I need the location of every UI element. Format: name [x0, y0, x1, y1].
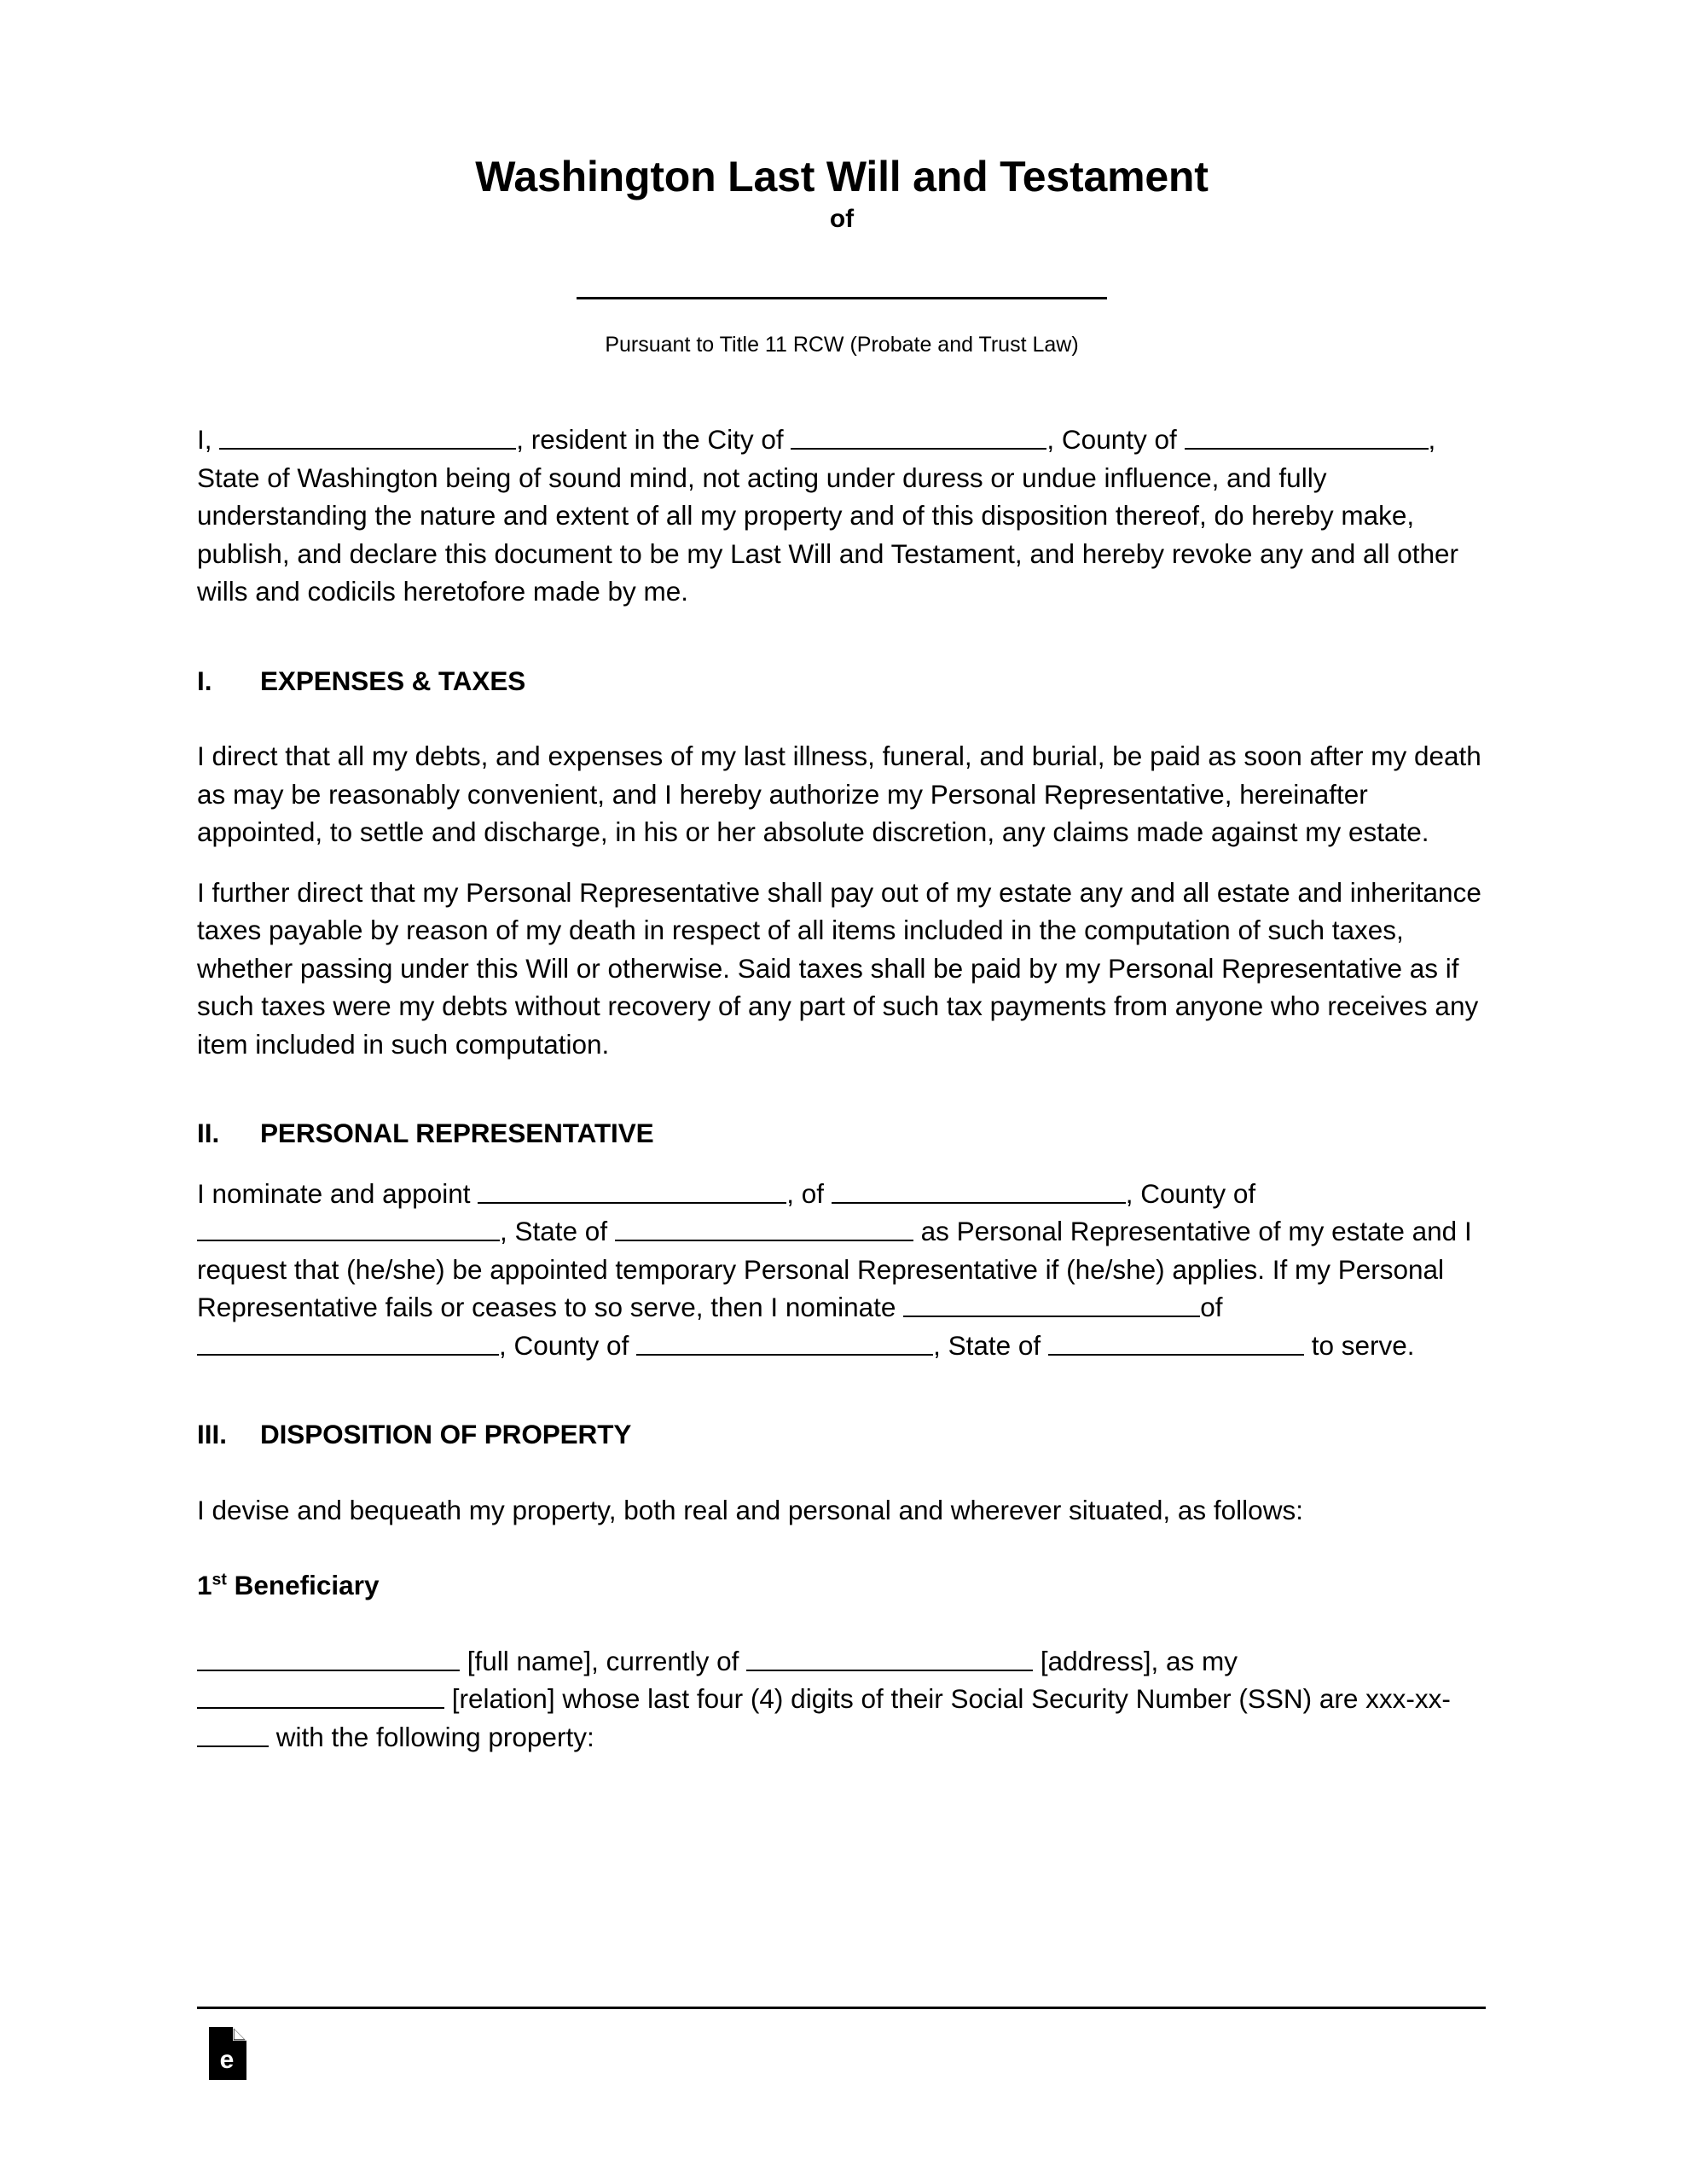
beneficiary-heading-label: Beneficiary	[226, 1570, 380, 1600]
intro-text-4: , State of Washington being of sound mind, not acting under duress or undue influence, and fully understanding the nature and extent of all my property and of this disposition thereof, do hereby make, publish, and declare this document to be my Last Will and Testament, and hereby revoke any and all other wills and codicils heretofore made by me.	[197, 424, 1459, 607]
testator-name-input[interactable]	[219, 422, 516, 450]
spacer	[197, 851, 1487, 874]
pr-text-6: of	[1200, 1292, 1223, 1322]
spacer	[197, 1063, 1487, 1114]
intro-text-1: I,	[197, 424, 220, 455]
beneficiary-text-3: [relation] whose last four (4) digits of their Social Security Number (SSN) are xxx-xx-	[444, 1683, 1451, 1714]
section-heading-expenses-taxes	[197, 662, 1487, 700]
beneficiary-relation-input[interactable]	[197, 1682, 444, 1709]
beneficiary-1-heading	[197, 1566, 1487, 1605]
spacer	[197, 1364, 1487, 1415]
city-input[interactable]	[791, 422, 1046, 450]
spacer	[197, 1605, 1487, 1642]
spacer	[197, 1529, 1487, 1566]
personal-representative-paragraph	[197, 1175, 1487, 1365]
intro-text-2: , resident in the City of	[516, 424, 791, 455]
section-numeral-iii: III.	[197, 1419, 228, 1449]
spacer	[197, 700, 1487, 737]
alternate-pr-name-input[interactable]	[903, 1290, 1200, 1317]
section-i-body	[197, 737, 1487, 1063]
spacer	[197, 1454, 1487, 1491]
pr-text-1: I nominate and appoint	[197, 1177, 478, 1209]
section-title-ii: PERSONAL REPRESENTATIVE	[260, 1118, 654, 1148]
title-of-label: of	[829, 205, 855, 233]
pr-text-8: , State of	[933, 1329, 1048, 1361]
pr-name-input[interactable]	[478, 1176, 786, 1204]
efile-document-logo[interactable]	[209, 2027, 246, 2080]
statute-subtitle: Pursuant to Title 11 RCW (Probate and Trust Law)	[605, 333, 1079, 357]
pr-text-4: , State of	[500, 1216, 615, 1246]
section-i-paragraph-2: I further direct that my Personal Representative shall pay out of my estate any and all estate and inheritance taxes payable by reason of my death in respect of all items included in the computation of such taxes, whether passing under this Will or otherwise. Said taxes shall be paid by my Personal Representative as if such taxes were my debts without recovery of any part of such tax payments from anyone who receives any item included in such computation.	[197, 876, 1481, 1060]
beneficiary-1-body	[197, 1642, 1487, 1757]
section-title-iii: DISPOSITION OF PROPERTY	[260, 1419, 632, 1449]
pr-text-3: , County of	[1125, 1177, 1256, 1209]
beneficiary-text-1: [full name], currently of	[460, 1645, 747, 1676]
testator-name-line-wrap	[197, 284, 1487, 299]
page-title: Washington Last Will and Testament	[475, 153, 1209, 200]
beneficiary-ordinal-suffix: st	[212, 1570, 227, 1589]
disposition-intro-paragraph: I devise and bequeath my property, both real and personal and wherever situated, as follows:	[197, 1494, 1303, 1525]
section-heading-personal-representative	[197, 1114, 1487, 1153]
pr-text-7: , County of	[499, 1329, 637, 1361]
pr-text-2: , of	[786, 1177, 832, 1209]
section-title-i: EXPENSES & TAXES	[260, 665, 526, 696]
beneficiary-1-paragraph	[197, 1642, 1487, 1757]
alternate-pr-address-input[interactable]	[197, 1328, 499, 1356]
alternate-pr-county-input[interactable]	[636, 1328, 933, 1356]
spacer	[197, 611, 1487, 662]
beneficiary-text-2: [address], as my	[1033, 1645, 1238, 1676]
intro-text-3: , County of	[1046, 424, 1185, 455]
title-block	[197, 0, 1487, 357]
beneficiary-full-name-input[interactable]	[197, 1644, 460, 1671]
pr-address-input[interactable]	[832, 1176, 1126, 1204]
beneficiary-ssn-last4-input[interactable]	[197, 1720, 269, 1747]
pr-text-9: to serve.	[1303, 1329, 1415, 1361]
document-content	[197, 0, 1487, 1756]
section-iii-body	[197, 1491, 1487, 1530]
section-ii-body	[197, 1175, 1487, 1365]
pr-county-input[interactable]	[197, 1214, 500, 1241]
intro-paragraph	[197, 421, 1487, 611]
beneficiary-text-4: with the following property:	[269, 1721, 594, 1752]
alternate-pr-state-input[interactable]	[1048, 1328, 1304, 1356]
beneficiary-address-input[interactable]	[746, 1644, 1033, 1671]
section-numeral-i: I.	[197, 665, 212, 696]
intro-paragraph-block	[197, 421, 1487, 611]
section-i-paragraph-1: I direct that all my debts, and expenses of my last illness, funeral, and burial, be paid as soon after my death as may be reasonably convenient, and I hereby authorize my Personal Representative, hereinafter appointed, to settle and discharge, in his or her absolute discretion, any claims made against my estate.	[197, 741, 1481, 847]
beneficiary-ordinal-number: 1	[197, 1570, 212, 1600]
pr-state-input[interactable]	[615, 1214, 913, 1241]
spacer	[197, 1153, 1487, 1175]
county-input[interactable]	[1185, 422, 1429, 450]
section-numeral-ii: II.	[197, 1118, 220, 1148]
pr-text-5: as Personal Representative of my estate and I request that (he/she) be appointed temporary Personal Representative if (he/she) applies. If my Personal Representative fails or ceases to so serve, then I nominate	[197, 1216, 1472, 1322]
footer-divider	[197, 2007, 1486, 2009]
logo-letter-e: e	[219, 2046, 235, 2074]
testator-name-blank[interactable]	[577, 297, 1107, 299]
section-heading-disposition-of-property	[197, 1415, 1487, 1454]
